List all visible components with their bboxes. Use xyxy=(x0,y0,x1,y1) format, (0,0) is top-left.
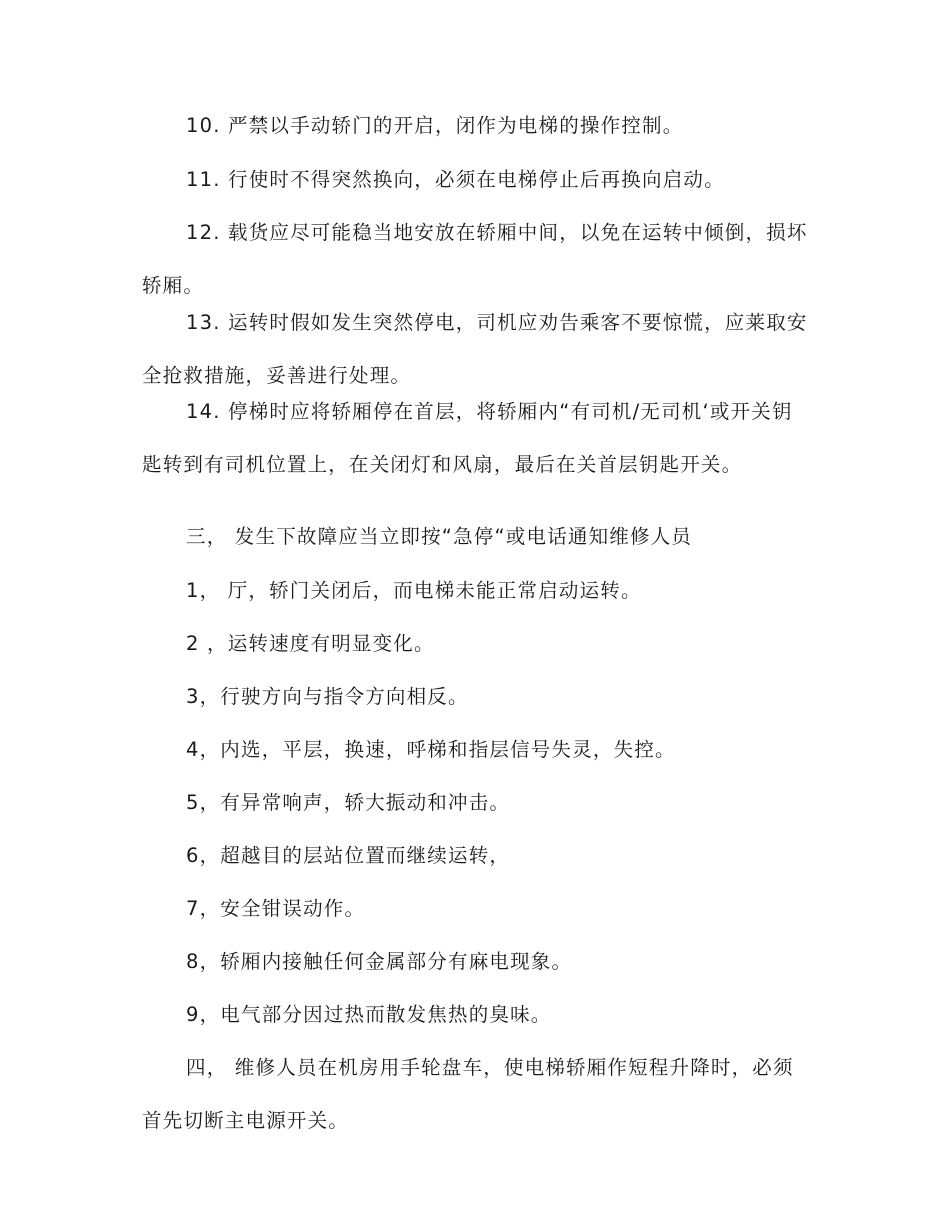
paragraph-rule-14: 14. 停梯时应将轿厢停在首层，将轿厢内“有司机/无司机‘或开关钥匙转到有司机位置上，在关闭灯和风扇，最后在关首层钥匙开关。 xyxy=(142,400,793,476)
fault-item-7: 7，安全钳误动作。 xyxy=(186,897,366,920)
fault-item-8: 8，轿厢内接触任何金属部分有麻电现象。 xyxy=(186,950,573,973)
paragraph-rule-13: 13. 运转时假如发生突然停电，司机应劝告乘客不要惊慌，应莱取安全抢救措施，妥善进行处理。 xyxy=(142,311,808,387)
paragraph-rule-10: 10. 严禁以手动轿门的开启，闭作为电梯的操作控制。 xyxy=(186,114,684,137)
fault-item-2: 2 ，运转速度有明显变化。 xyxy=(186,632,435,655)
fault-item-5: 5，有异常响声，轿大振动和冲击。 xyxy=(186,791,511,814)
section-heading-3: 三， 发生下故障应当立即按“急停“或电话通知维修人员 xyxy=(186,525,693,548)
section-heading-4: 四， 维修人员在机房用手轮盘车，使电梯轿厢作短程升降时，必须首先切断主电源开关。 xyxy=(142,1056,794,1132)
fault-item-3: 3，行驶方向与指令方向相反。 xyxy=(186,685,469,708)
fault-item-4: 4，内选，平层，换速，呼梯和指层信号失灵，失控。 xyxy=(186,738,676,761)
fault-item-9: 9，电气部分因过热而散发焦热的臭味。 xyxy=(186,1003,552,1026)
paragraph-rule-12: 12. 载货应尽可能稳当地安放在轿厢中间，以免在运转中倾倒，损坏轿厢。 xyxy=(142,221,808,297)
fault-item-6: 6，超越目的层站位置而继续运转， xyxy=(186,844,511,867)
paragraph-rule-11: 11. 行使时不得突然换向，必须在电梯停止后再换向启动。 xyxy=(186,168,725,191)
fault-item-1: 1， 厅，轿门关闭后，而电梯未能正常启动运转。 xyxy=(186,579,642,602)
